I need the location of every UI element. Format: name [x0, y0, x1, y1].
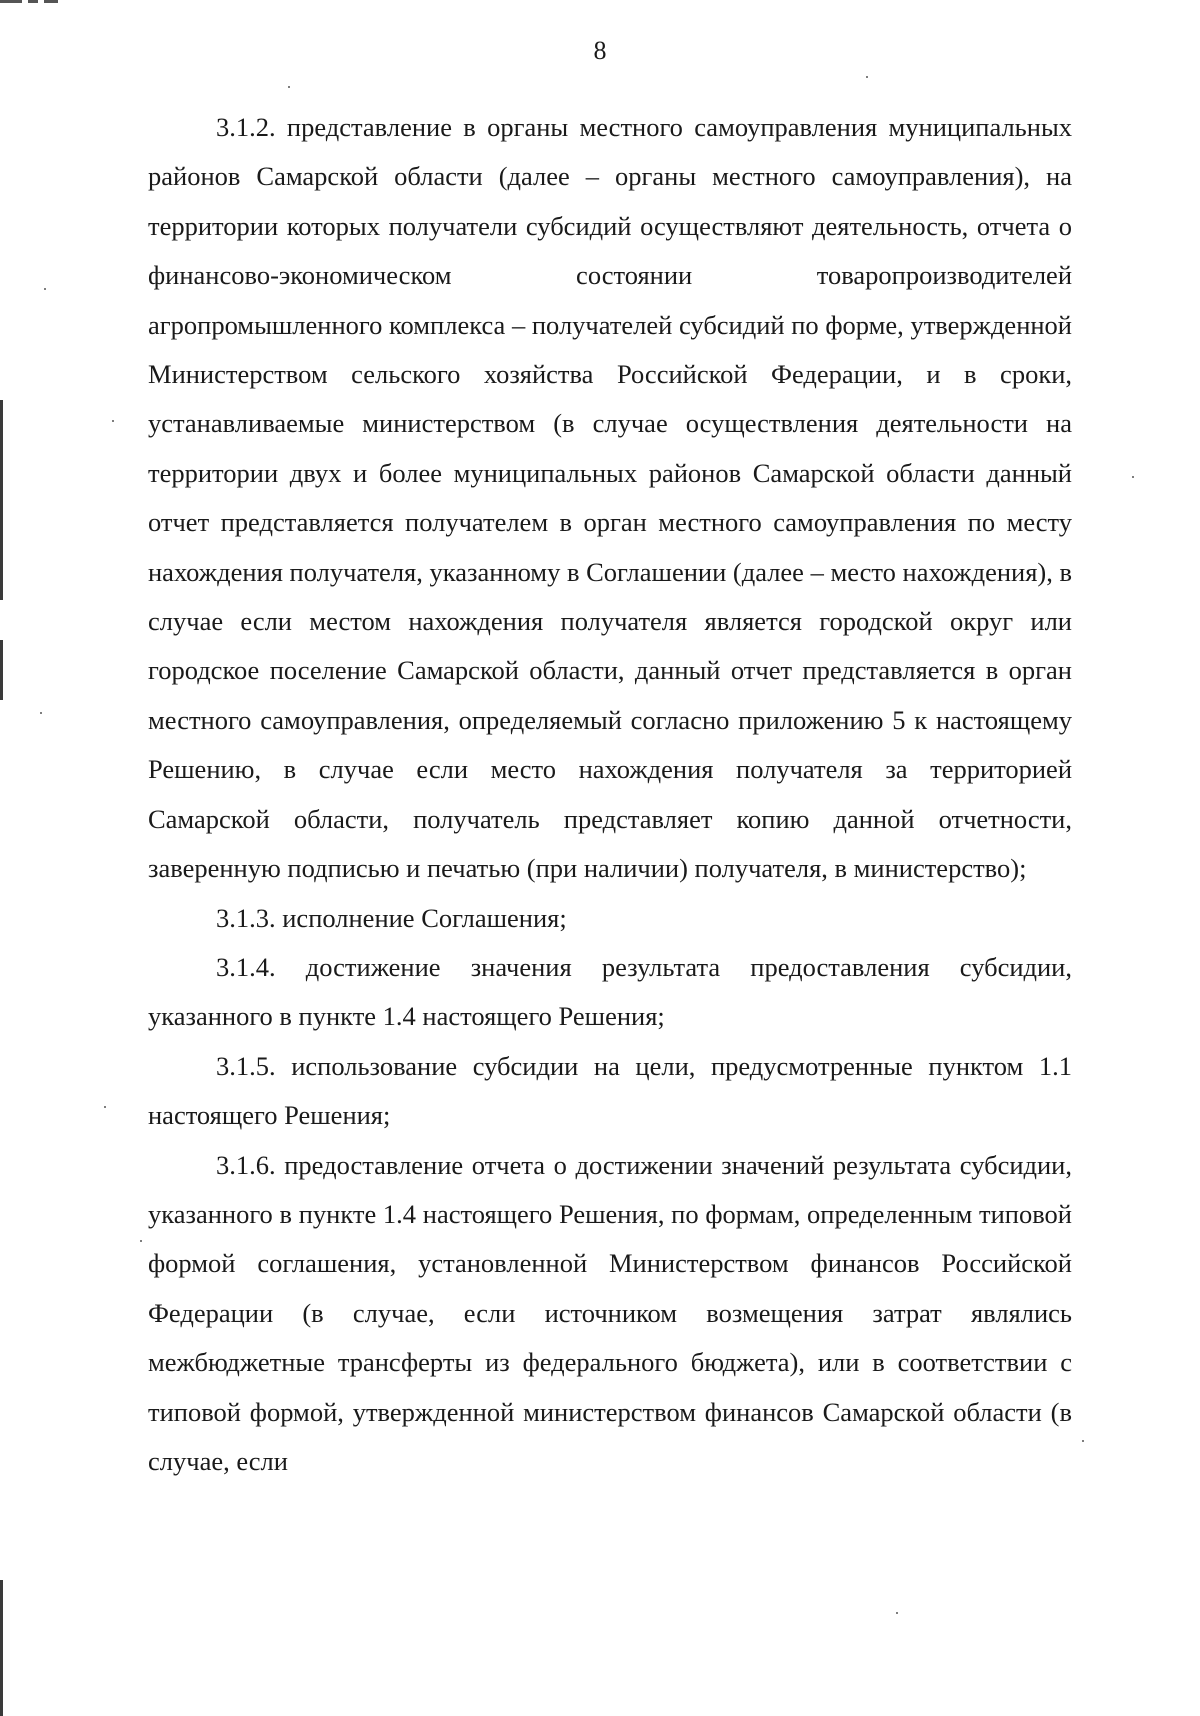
scan-speck: [288, 86, 290, 88]
paragraph-3-1-4: 3.1.4. достижение значения результата предоставления субсидии, указанного в пункте 1.4 настоящего Решения;: [148, 951, 1072, 1032]
paragraph-3-1-6: 3.1.6. предоставление отчета о достижении значений результата субсидии, указанного в пункте 1.4 настоящего Решения, по формам, определенным типовой формой соглашения, установленной Министерством финансов Российской Федерации (в случае, если источником возмещения затрат являлись межбюджетные трансферты из федерального бюджета), или в соответствии с типовой формой, утвержденной министерством финансов Самарской области (в случае, если: [148, 1149, 1072, 1476]
scan-speck: [896, 1612, 898, 1614]
paragraph-3-1-2: 3.1.2. представление в органы местного самоуправления муниципальных районов Самарской области (далее – органы местного самоуправления), на территории которых получатели субсидий осуществляют деятельность, отчета о финансово-экономическом состоянии товаропроизводителей агропромышленного комплекса – получателей субсидий по форме, утвержденной Министерством сельского хозяйства Российской Федерации, и в сроки, устанавливаемые министерством (в случае осуществления деятельности на территории двух и более муниципальных районов Самарской области данный отчет представляется получателем в орган местного самоуправления по месту нахождения получателя, указанному в Соглашении (далее – место нахождения), в случае если местом нахождения получателя является городской округ или городское поселение Самарской области, данный отчет представляется в орган местного самоуправления, определяемый согласно приложению 5 к настоящему Решению, в случае если место нахождения получателя за территорией Самарской области, получатель представляет копию данной отчетности, заверенную подписью и печатью (при наличии) получателя, в министерство);: [148, 112, 1072, 884]
scan-speck: [140, 1240, 142, 1242]
scan-speck: [104, 1106, 106, 1108]
page-number: 8: [593, 36, 607, 65]
paragraph-3-1-5: 3.1.5. использование субсидии на цели, предусмотренные пунктом 1.1 настоящего Решения;: [148, 1050, 1072, 1131]
scan-speck: [1082, 1440, 1084, 1442]
scan-speck: [866, 76, 868, 78]
scan-corner-mark: [0, 0, 60, 4]
scan-speck: [1132, 476, 1134, 478]
scan-speck: [44, 288, 46, 290]
scan-speck: [40, 712, 42, 714]
document-body: [148, 103, 1072, 1486]
scan-left-edge: [0, 0, 3, 1716]
paragraph-3-1-3: 3.1.3. исполнение Соглашения;: [216, 902, 567, 933]
scan-speck: [112, 420, 114, 422]
